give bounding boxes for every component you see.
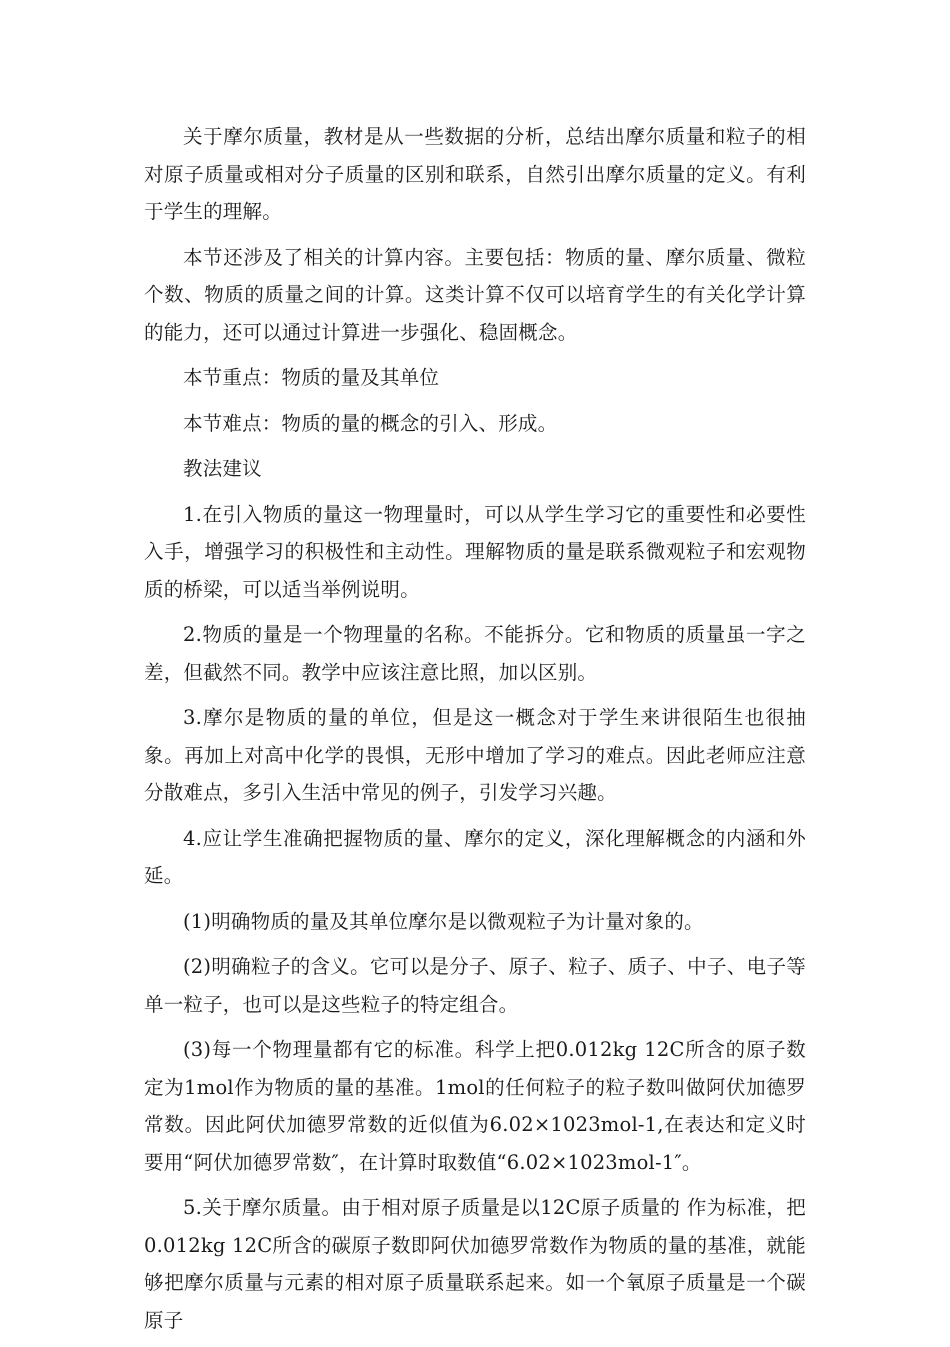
paragraph-suggestion-2: 2.物质的量是一个物理量的名称。不能拆分。它和物质的质量虽一字之差，但截然不同。教学中应该注意比照，加以区别。 — [144, 623, 806, 684]
paragraph-molar-mass-intro: 关于摩尔质量，教材是从一些数据的分析，总结出摩尔质量和粒子的相对原子质量或相对分子质量的区别和联系，自然引出摩尔质量的定义。有利于学生的理解。 — [144, 125, 806, 223]
paragraph-suggestion-4-item-2: (2)明确粒子的含义。它可以是分子、原子、粒子、质子、中子、电子等单一粒子，也可以是这些粒子的特定组合。 — [144, 955, 806, 1016]
paragraph-suggestion-4-item-3: (3)每一个物理量都有它的标准。科学上把0.012kg 12C所含的原子数定为1mol作为物质的量的基准。1mol的任何粒子的粒子数叫做阿伏加德罗常数。因此阿伏加德罗常数的近似值为6.02×1023mol-1,在表达和定义时要用“阿伏加德罗常数″，在计算时取数值“6.02×1023mol-1″。 — [144, 1038, 806, 1174]
paragraph-suggestion-5: 5.关于摩尔质量。由于相对原子质量是以12C原子质量的 作为标准，把0.012kg 12C所含的碳原子数即阿伏加德罗常数作为物质的量的基准，就能够把摩尔质量与元素的相对原子质量联系起来。如一个氧原子质量是一个碳原子 — [144, 1196, 806, 1332]
paragraph-suggestion-1: 1.在引入物质的量这一物理量时，可以从学生学习它的重要性和必要性入手，增强学习的积极性和主动性。理解物质的量是联系微观粒子和宏观物质的桥梁，可以适当举例说明。 — [144, 502, 806, 601]
paragraph-key-point: 本节重点：物质的量及其单位 — [183, 366, 440, 389]
paragraph-suggestion-3: 3.摩尔是物质的量的单位，但是这一概念对于学生来讲很陌生也很抽象。再加上对高中化学的畏惧，无形中增加了学习的难点。因此老师应注意分散难点，多引入生活中常见的例子，引发学习兴趣。 — [144, 706, 806, 804]
paragraph-suggestion-4-item-1: (1)明确物质的量及其单位摩尔是以微观粒子为计量对象的。 — [183, 909, 704, 933]
paragraph-calculation-content: 本节还涉及了相关的计算内容。主要包括：物质的量、摩尔质量、微粒个数、物质的质量之间的计算。这类计算不仅可以培育学生的有关化学计算的能力，还可以通过计算进一步强化、稳固概念。 — [144, 245, 806, 344]
paragraph-teaching-suggestions-heading: 教法建议 — [183, 457, 262, 480]
document-page — [144, 118, 806, 1347]
paragraph-difficult-point: 本节难点：物质的量的概念的引入、形成。 — [183, 411, 558, 435]
paragraph-suggestion-4: 4.应让学生准确把握物质的量、摩尔的定义，深化理解概念的内涵和外延。 — [144, 826, 806, 887]
